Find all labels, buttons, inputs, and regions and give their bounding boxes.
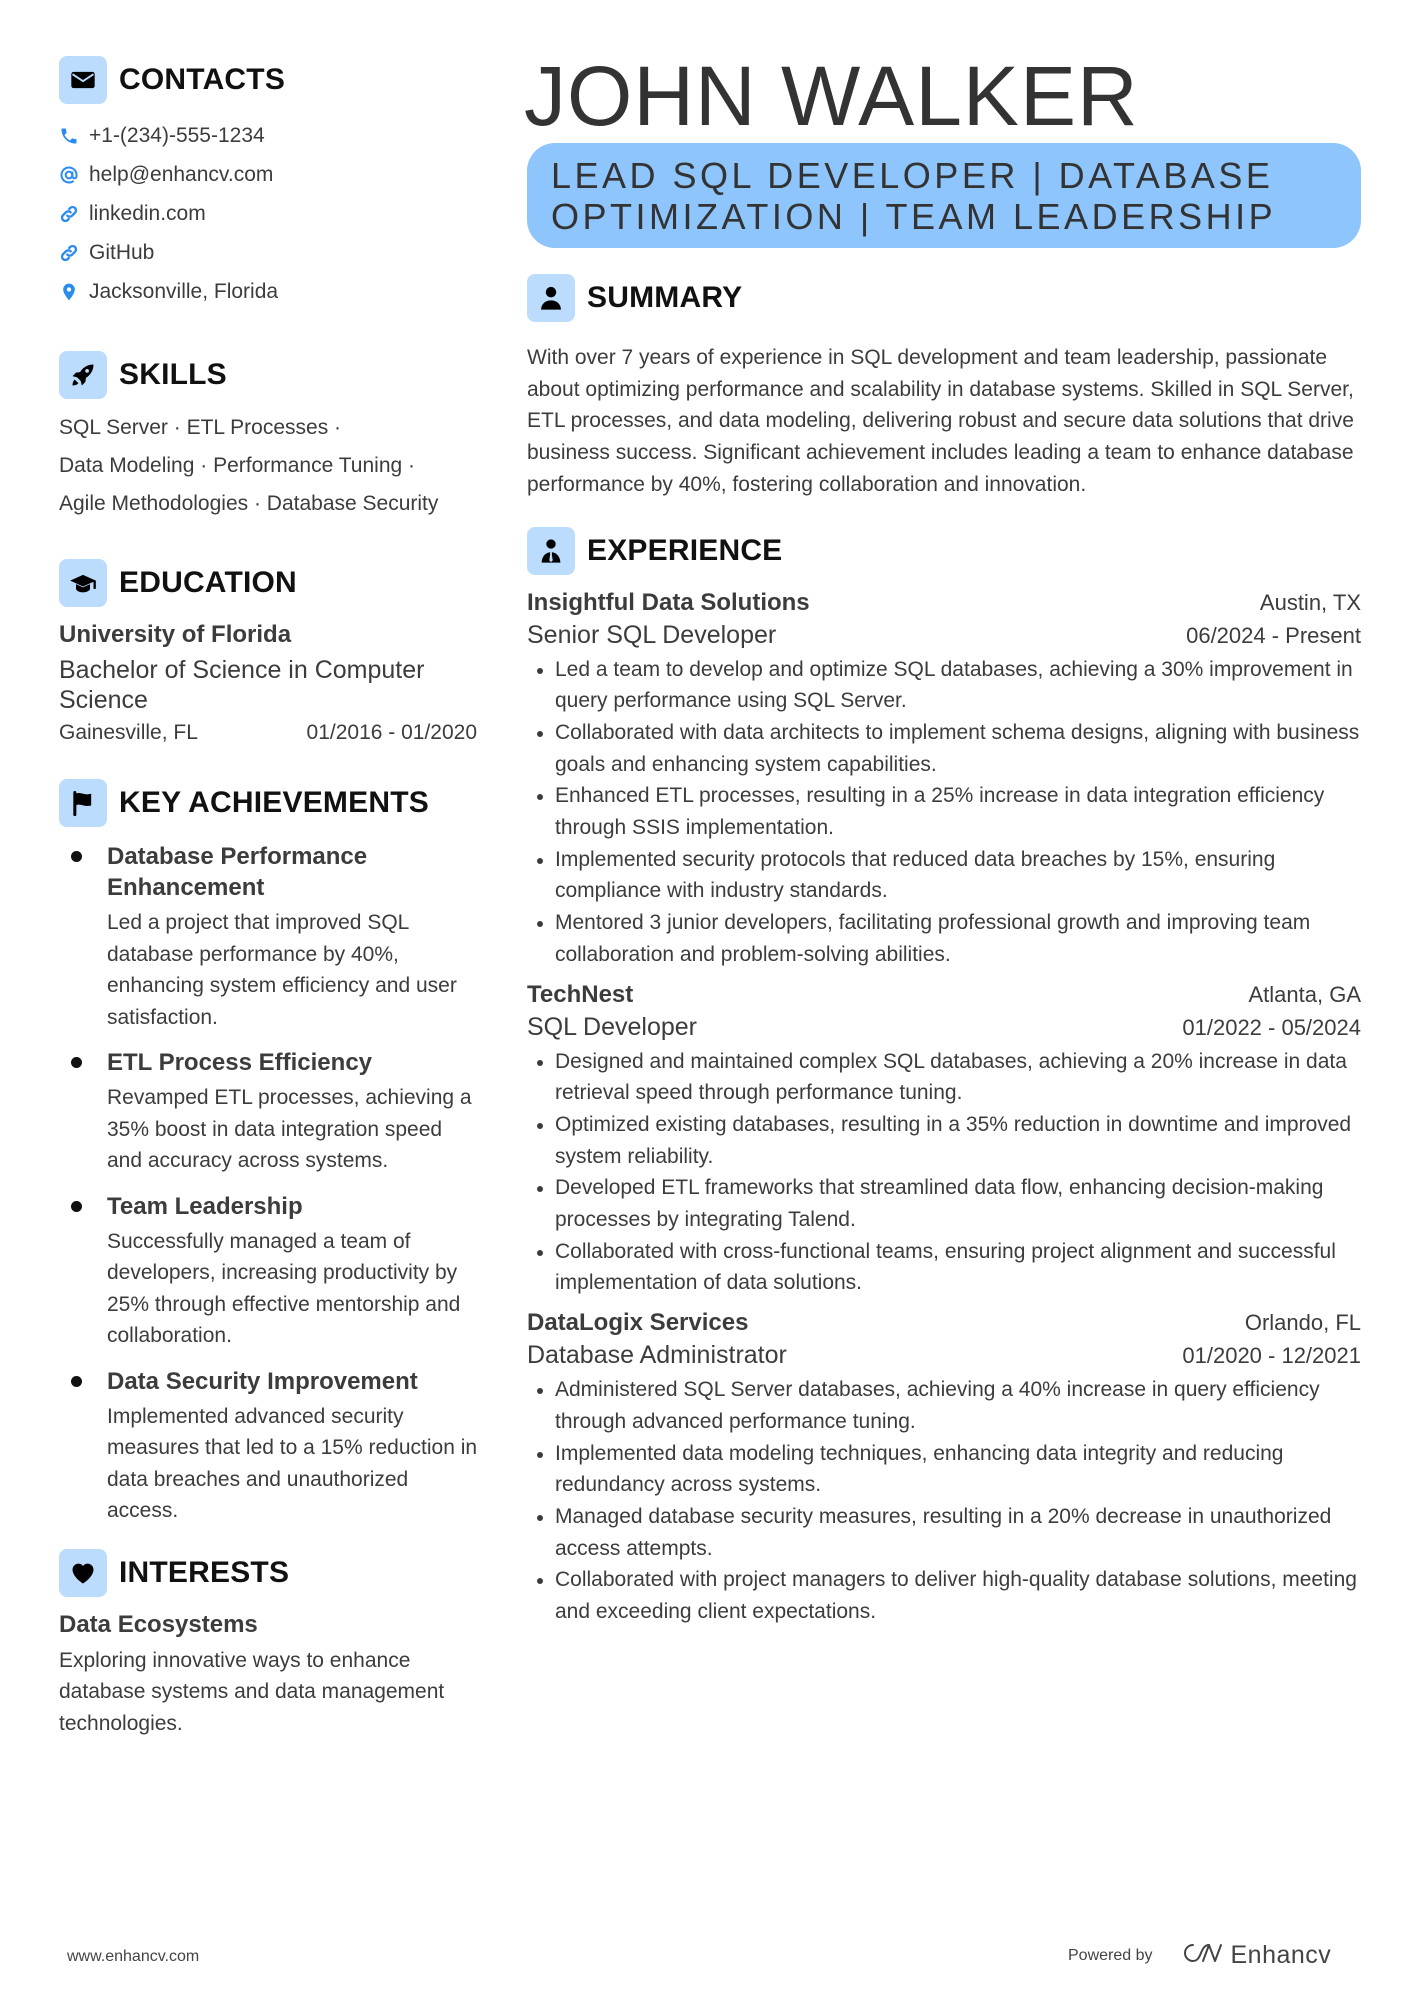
achievements-section xyxy=(59,779,479,1527)
job-subheader xyxy=(527,621,1361,650)
bullet-icon xyxy=(71,1201,82,1212)
job-entry xyxy=(527,589,1361,971)
job-bullets xyxy=(527,1374,1361,1628)
job-role: SQL Developer xyxy=(527,1012,697,1041)
skills-section xyxy=(59,351,479,523)
section-header xyxy=(59,559,479,607)
achievement-item xyxy=(59,841,479,1033)
achievement-item xyxy=(59,1047,479,1177)
summary-section xyxy=(527,274,1361,501)
at-icon xyxy=(59,165,79,185)
interests-section xyxy=(59,1549,479,1740)
businessman-icon xyxy=(527,527,575,575)
contact-location xyxy=(59,272,479,311)
skills-list xyxy=(59,409,479,523)
envelope-icon xyxy=(59,56,107,104)
achievement-title: Data Security Improvement xyxy=(107,1367,418,1395)
job-dates: 01/2022 - 05/2024 xyxy=(1182,1014,1361,1040)
rocket-icon xyxy=(59,351,107,399)
contact-label: GitHub xyxy=(89,240,155,264)
contact-github[interactable] xyxy=(59,233,479,272)
section-title: EXPERIENCE xyxy=(587,533,783,567)
job-bullet: Developed ETL frameworks that streamlined data flow, enhancing decision-making processes by integrating Talend. xyxy=(527,1172,1361,1235)
job-header xyxy=(527,589,1361,617)
job-bullet: Led a team to develop and optimize SQL databases, achieving a 30% improvement in query performance using SQL Server. xyxy=(527,654,1361,717)
achievement-title: ETL Process Efficiency xyxy=(107,1049,373,1076)
contact-linkedin[interactable] xyxy=(59,194,479,233)
section-header xyxy=(59,351,479,399)
job-location: Atlanta, GA xyxy=(1248,981,1361,1007)
achievement-item xyxy=(59,1366,479,1527)
phone-icon xyxy=(59,126,79,146)
job-location: Orlando, FL xyxy=(1244,1310,1361,1336)
job-company: Insightful Data Solutions xyxy=(527,588,810,616)
section-title: KEY ACHIEVEMENTS xyxy=(119,786,429,819)
job-bullet: Optimized existing databases, resulting in a 35% reduction in downtime and improved system reliability. xyxy=(527,1109,1361,1172)
powered-by-label: Powered by xyxy=(1068,1946,1153,1964)
contact-phone[interactable] xyxy=(59,116,479,155)
link-icon xyxy=(59,204,79,224)
contact-label: Jacksonville, Florida xyxy=(89,279,279,303)
skills-line: SQL Server · ETL Processes · xyxy=(59,416,342,439)
section-title: INTERESTS xyxy=(119,1555,290,1589)
achievement-item xyxy=(59,1191,479,1352)
job-role: Senior SQL Developer xyxy=(527,620,777,649)
brand-name: Enhancv xyxy=(1230,1941,1332,1969)
job-bullet: Administered SQL Server databases, achieving a 40% increase in query efficiency through advanced performance tuning. xyxy=(527,1374,1361,1437)
job-dates: 06/2024 - Present xyxy=(1186,622,1361,648)
education-section xyxy=(59,559,479,745)
left-column xyxy=(59,56,479,1739)
section-header xyxy=(527,527,1361,575)
job-location: Austin, TX xyxy=(1259,589,1361,615)
education-school: University of Florida xyxy=(59,621,292,648)
contacts-section xyxy=(59,56,479,311)
section-title: SUMMARY xyxy=(587,281,743,314)
bullet-icon xyxy=(71,851,82,862)
skills-line: Agile Methodologies · Database Security xyxy=(59,492,439,515)
graduation-cap-icon xyxy=(59,559,107,607)
interest-title: Data Ecosystems xyxy=(59,1610,258,1638)
achievement-title: Team Leadership xyxy=(107,1192,303,1220)
education-location: Gainesville, FL xyxy=(59,721,198,744)
link-icon xyxy=(59,243,79,263)
achievement-desc: Revamped ETL processes, achieving a 35% boost in data integration speed and accuracy across systems. xyxy=(107,1086,472,1172)
bullet-icon xyxy=(71,1057,82,1068)
section-header xyxy=(527,274,1361,322)
footer-website-link[interactable]: www.enhancv.com xyxy=(67,1948,200,1965)
job-bullet: Mentored 3 junior developers, facilitating professional growth and improving team collaboration and problem-solving abilities. xyxy=(527,907,1361,970)
education-meta xyxy=(59,721,477,745)
section-title: SKILLS xyxy=(119,358,227,391)
job-subheader xyxy=(527,1013,1361,1042)
contact-email[interactable] xyxy=(59,155,479,194)
section-header xyxy=(59,56,479,104)
right-column xyxy=(524,49,1361,1634)
interest-desc: Exploring innovative ways to enhance database systems and data management technologies. xyxy=(59,1648,445,1735)
job-entry xyxy=(527,1309,1361,1628)
candidate-name: JOHN WALKER xyxy=(524,49,1139,143)
job-role: Database Administrator xyxy=(527,1341,787,1370)
job-header xyxy=(527,981,1361,1009)
job-subheader xyxy=(527,1341,1361,1370)
job-bullets xyxy=(527,1046,1361,1300)
achievement-desc: Implemented advanced security measures that led to a 15% reduction in data breaches and unauthorized access. xyxy=(107,1404,478,1522)
job-bullet: Collaborated with cross-functional teams, ensuring project alignment and successful implementation of data solutions. xyxy=(527,1236,1361,1299)
section-header xyxy=(59,1549,479,1597)
section-title: CONTACTS xyxy=(119,63,286,96)
section-header xyxy=(59,779,479,827)
experience-section xyxy=(527,527,1361,1628)
education-degree: Bachelor of Science in Computer Science xyxy=(59,656,425,714)
heart-icon xyxy=(59,1549,107,1597)
headline-line: OPTIMIZATION | TEAM LEADERSHIP xyxy=(551,196,1277,237)
contact-label: +1-(234)-555-1234 xyxy=(89,123,265,147)
job-bullet: Implemented data modeling techniques, enhancing data integrity and reducing redundancy across systems. xyxy=(527,1438,1361,1501)
job-company: TechNest xyxy=(527,980,634,1008)
user-icon xyxy=(527,274,575,322)
flag-icon xyxy=(59,779,107,827)
achievement-desc: Successfully managed a team of developers, increasing productivity by 25% through effective mentorship and collaboration. xyxy=(107,1229,461,1347)
job-bullet: Managed database security measures, resulting in a 20% decrease in unauthorized access attempts. xyxy=(527,1501,1361,1564)
job-bullet: Collaborated with project managers to deliver high-quality database solutions, meeting and exceeding client expectations. xyxy=(527,1564,1361,1627)
enhancv-logo-icon xyxy=(1179,1940,1223,1971)
contact-label: linkedin.com xyxy=(89,201,206,225)
job-bullet: Enhanced ETL processes, resulting in a 25% increase in data integration efficiency through SSIS implementation. xyxy=(527,780,1361,843)
job-bullets xyxy=(527,654,1361,971)
achievement-desc: Led a project that improved SQL database performance by 40%, enhancing system efficiency and user satisfaction. xyxy=(107,911,457,1029)
summary-text: With over 7 years of experience in SQL development and team leadership, passionate about optimizing performance and scalability in database systems. Skilled in SQL Server, ETL processes, and data modeling, delivering robust and secure data solutions that drive business success. Significant achievement includes leading a team to enhance database performance by 40%, fostering collaboration and innovation. xyxy=(527,346,1354,496)
job-entry xyxy=(527,981,1361,1300)
achievement-title: Database Performance Enhancement xyxy=(107,843,368,901)
footer-powered-by[interactable] xyxy=(1068,1940,1331,1971)
job-bullet: Designed and maintained complex SQL databases, achieving a 20% increase in data retrieval speed through performance tuning. xyxy=(527,1046,1361,1109)
headline-banner xyxy=(527,143,1361,248)
job-bullet: Implemented security protocols that reduced data breaches by 15%, ensuring compliance with industry standards. xyxy=(527,844,1361,907)
location-pin-icon xyxy=(59,282,79,302)
skills-line: Data Modeling · Performance Tuning · xyxy=(59,454,416,477)
section-title: EDUCATION xyxy=(119,566,297,599)
job-header xyxy=(527,1309,1361,1337)
job-dates: 01/2020 - 12/2021 xyxy=(1182,1343,1361,1369)
headline-line: LEAD SQL DEVELOPER | DATABASE xyxy=(551,155,1274,196)
job-bullet: Collaborated with data architects to implement schema designs, aligning with business goals and enhancing system capabilities. xyxy=(527,717,1361,780)
education-dates: 01/2016 - 01/2020 xyxy=(306,721,477,744)
bullet-icon xyxy=(71,1376,82,1387)
contact-label: help@enhancv.com xyxy=(89,162,274,186)
job-company: DataLogix Services xyxy=(527,1309,749,1337)
